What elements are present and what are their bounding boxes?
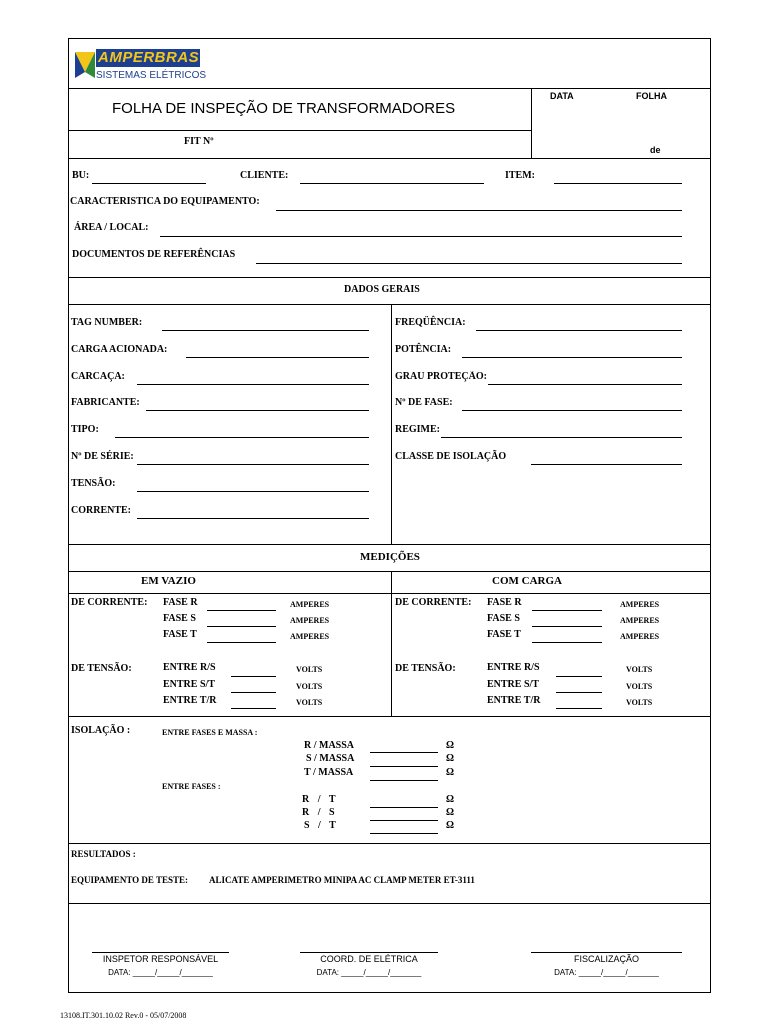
amperes-unit: AMPERES — [620, 616, 660, 625]
bu-field[interactable] — [92, 183, 206, 184]
frequency-field[interactable] — [476, 330, 682, 331]
phase-s-label-load: FASE S — [487, 613, 520, 624]
amperes-unit: AMPERES — [290, 600, 330, 609]
logo-brand: AMPERBRAS — [98, 49, 200, 66]
phase-count-label: Nº DE FASE: — [395, 397, 453, 408]
between-st-label-load: ENTRE S/T — [487, 679, 539, 690]
phase-r-label: FASE R — [163, 597, 198, 608]
item-label: ITEM: — [505, 170, 535, 181]
ohm-unit: Ω — [446, 794, 455, 805]
r-ground-label: R / MASSA — [304, 740, 355, 751]
ohm-unit: Ω — [446, 820, 455, 831]
inspector-date: DATA: _____/_____/_______ — [108, 968, 213, 977]
phase-r-current-field[interactable] — [207, 610, 276, 611]
test-equipment-label: EQUIPAMENTO DE TESTE: — [71, 875, 189, 885]
divider — [68, 88, 711, 89]
protection-degree-label: GRAU PROTEÇÃO: — [395, 371, 487, 382]
driven-load-label: CARGA ACIONADA: — [71, 344, 168, 355]
power-field[interactable] — [462, 357, 682, 358]
amperes-unit: AMPERES — [620, 600, 660, 609]
between-st-voltage-field[interactable] — [231, 692, 276, 693]
voltage-field[interactable] — [137, 491, 369, 492]
inspection-role: FISCALIZAÇÃO — [573, 954, 639, 964]
phase-s-current-field-load[interactable] — [532, 626, 602, 627]
phase-count-field[interactable] — [462, 410, 682, 411]
divider — [68, 158, 711, 159]
amperes-unit: AMPERES — [620, 632, 660, 641]
coordinator-role: COORD. DE ELÉTRICA — [320, 954, 418, 964]
test-equipment-value: ALICATE AMPERIMETRO MINIPA AC CLAMP METER ET-3111 — [209, 875, 475, 885]
page-title: FOLHA DE INSPEÇÃO DE TRANSFORMADORES — [112, 100, 456, 117]
divider — [68, 571, 711, 572]
fit-label: FIT Nº — [184, 136, 214, 147]
s-t-field[interactable] — [370, 833, 438, 834]
between-rs-label-load: ENTRE R/S — [487, 662, 540, 673]
r-ground-field[interactable] — [370, 752, 438, 753]
manufacturer-label: FABRICANTE: — [71, 397, 140, 408]
divider — [68, 903, 711, 904]
divider — [68, 544, 711, 545]
bu-label: BU: — [72, 170, 90, 181]
current-measure-label-load: DE CORRENTE: — [395, 597, 472, 608]
no-load-title: EM VAZIO — [141, 575, 196, 587]
manufacturer-field[interactable] — [146, 410, 369, 411]
volts-unit: VOLTS — [626, 698, 653, 707]
phase-s-current-field[interactable] — [207, 626, 276, 627]
phase-r-label-load: FASE R — [487, 597, 522, 608]
coordinator-date: DATA: _____/_____/_______ — [316, 968, 422, 977]
measurements-title: MEDIÇÕES — [360, 551, 420, 563]
volts-unit: VOLTS — [296, 665, 323, 674]
tag-number-field[interactable] — [162, 330, 369, 331]
results-label: RESULTADOS : — [71, 849, 136, 859]
phase-t-current-field[interactable] — [207, 642, 276, 643]
divider — [68, 593, 711, 594]
phase-t-label-load: FASE T — [487, 629, 521, 640]
housing-label: CARCAÇA: — [71, 371, 125, 382]
ohm-unit: Ω — [446, 807, 455, 818]
current-label: CORRENTE: — [71, 505, 132, 516]
ohm-unit: Ω — [446, 753, 455, 764]
equipment-characteristic-label: CARACTERISTICA DO EQUIPAMENTO: — [70, 196, 260, 207]
amperes-unit: AMPERES — [290, 616, 330, 625]
inspector-role: INSPETOR RESPONSÁVEL — [102, 954, 219, 964]
ohm-unit: Ω — [446, 767, 455, 778]
driven-load-field[interactable] — [186, 357, 369, 358]
client-label: CLIENTE: — [240, 170, 289, 181]
volts-unit: VOLTS — [296, 682, 323, 691]
volts-unit: VOLTS — [626, 665, 653, 674]
divider — [531, 88, 532, 158]
s-ground-field[interactable] — [370, 766, 438, 767]
between-st-voltage-field-load[interactable] — [556, 692, 602, 693]
serial-number-field[interactable] — [137, 464, 369, 465]
volts-unit: VOLTS — [626, 682, 653, 691]
divider — [68, 130, 531, 131]
voltage-measure-label: DE TENSÃO: — [71, 663, 132, 674]
voltage-label: TENSÃO: — [71, 478, 116, 489]
r-s-label: R / S — [302, 807, 335, 818]
type-field[interactable] — [115, 437, 369, 438]
voltage-measure-label-load: DE TENSÃO: — [395, 663, 456, 674]
insulation-label: ISOLAÇÃO : — [71, 725, 131, 736]
phase-to-ground-title: ENTRE FASES E MASSA : — [162, 728, 258, 737]
divider — [391, 571, 392, 716]
form-frame — [68, 38, 711, 993]
phase-t-label: FASE T — [163, 629, 197, 640]
r-s-field[interactable] — [370, 820, 438, 821]
under-load-title: COM CARGA — [492, 575, 562, 587]
amperes-unit: AMPERES — [290, 632, 330, 641]
ohm-unit: Ω — [446, 740, 455, 751]
serial-number-label: Nº DE SÉRIE: — [71, 451, 134, 462]
tag-number-label: TAG NUMBER: — [71, 317, 143, 328]
date-label: DATA — [550, 91, 574, 101]
regime-label: REGIME: — [395, 424, 440, 435]
type-label: TIPO: — [71, 424, 99, 435]
housing-field[interactable] — [137, 384, 369, 385]
t-ground-field[interactable] — [370, 780, 438, 781]
logo-mark-icon — [73, 50, 97, 80]
regime-field[interactable] — [441, 437, 682, 438]
inspector-signature-line[interactable] — [92, 952, 229, 953]
area-label: ÁREA / LOCAL: — [74, 222, 149, 233]
between-rs-voltage-field[interactable] — [231, 676, 276, 677]
current-field[interactable] — [137, 518, 369, 519]
divider — [68, 277, 711, 278]
between-rs-label: ENTRE R/S — [163, 662, 216, 673]
insulation-class-field[interactable] — [531, 464, 682, 465]
divider — [68, 716, 711, 717]
sheet-label: FOLHA — [636, 91, 667, 101]
between-tr-label: ENTRE T/R — [163, 695, 217, 706]
s-t-label: S / T — [304, 820, 336, 831]
item-field[interactable] — [554, 183, 682, 184]
logo — [73, 50, 97, 85]
frequency-label: FREQÜÊNCIA: — [395, 317, 466, 328]
divider — [68, 843, 711, 844]
divider — [68, 304, 711, 305]
between-tr-voltage-field-load[interactable] — [556, 708, 602, 709]
area-field[interactable] — [160, 236, 682, 237]
inspection-signature-line[interactable] — [531, 952, 682, 953]
inspection-date: DATA: _____/_____/_______ — [554, 968, 659, 977]
power-label: POTÊNCIA: — [395, 344, 452, 355]
current-measure-label: DE CORRENTE: — [71, 597, 148, 608]
t-ground-label: T / MASSA — [304, 767, 354, 778]
between-st-label: ENTRE S/T — [163, 679, 215, 690]
client-field[interactable] — [300, 183, 484, 184]
reference-docs-field[interactable] — [256, 263, 682, 264]
logo-subtitle: SISTEMAS ELÉTRICOS — [96, 70, 207, 81]
between-tr-voltage-field[interactable] — [231, 708, 276, 709]
phase-to-phase-title: ENTRE FASES : — [162, 782, 221, 791]
sheet-of-label: de — [650, 145, 661, 155]
divider — [391, 304, 392, 544]
phase-r-current-field-load[interactable] — [532, 610, 602, 611]
s-ground-label: S / MASSA — [306, 753, 355, 764]
equipment-characteristic-field[interactable] — [276, 210, 682, 211]
protection-degree-field[interactable] — [488, 384, 682, 385]
general-data-title: DADOS GERAIS — [344, 284, 420, 295]
document-code: 13108.IT.301.10.02 Rev.0 - 05/07/2008 — [60, 1011, 187, 1020]
r-t-label: R / T — [302, 794, 336, 805]
phase-t-current-field-load[interactable] — [532, 642, 602, 643]
between-rs-voltage-field-load[interactable] — [556, 676, 602, 677]
insulation-class-label: CLASSE DE ISOLAÇÃO — [395, 451, 507, 462]
r-t-field[interactable] — [370, 807, 438, 808]
reference-docs-label: DOCUMENTOS DE REFERÊNCIAS — [72, 249, 236, 260]
between-tr-label-load: ENTRE T/R — [487, 695, 541, 706]
phase-s-label: FASE S — [163, 613, 196, 624]
coordinator-signature-line[interactable] — [300, 952, 438, 953]
volts-unit: VOLTS — [296, 698, 323, 707]
